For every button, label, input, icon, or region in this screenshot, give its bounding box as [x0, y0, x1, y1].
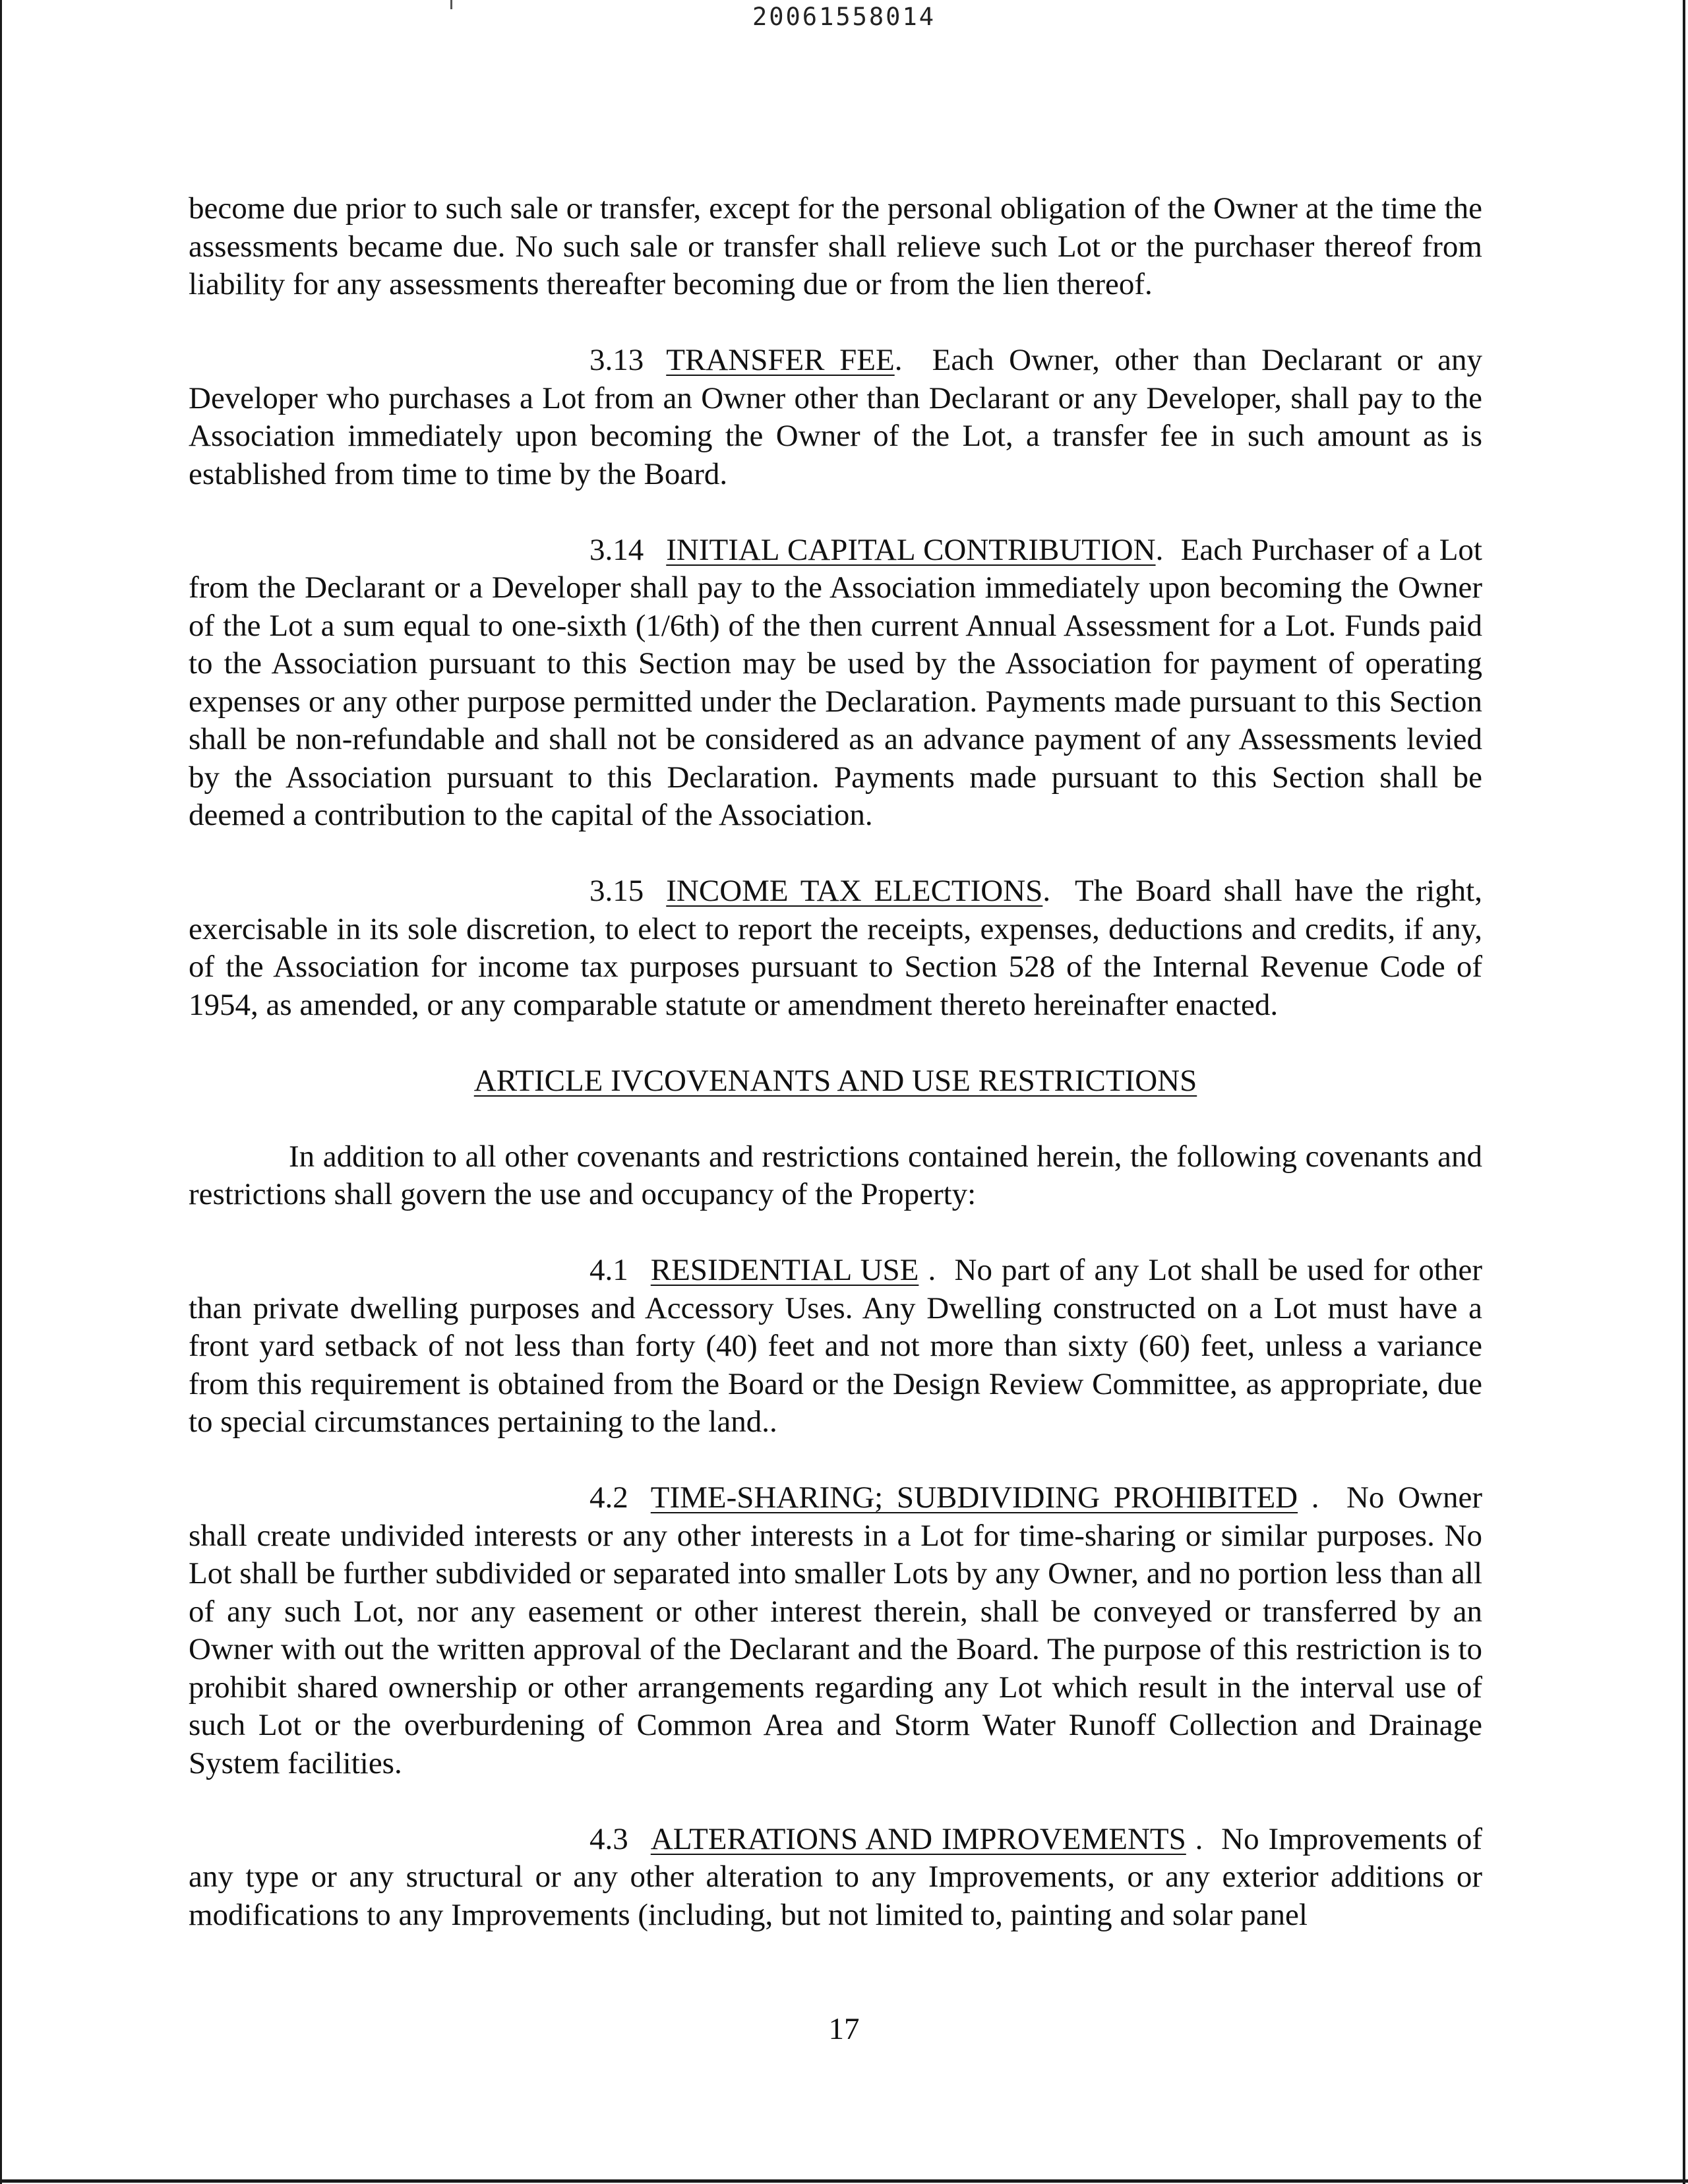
- page-number: 17: [828, 2012, 860, 2046]
- scan-border-left: [0, 0, 2, 2184]
- section-number: 4.1: [589, 1253, 628, 1287]
- section-number: 4.3: [589, 1821, 628, 1856]
- section-title-trail: .: [1042, 874, 1051, 908]
- section-4-3: [189, 1821, 1482, 1935]
- section-title: TIME-SHARING; SUBDIVIDING PROHIBITED: [650, 1480, 1298, 1515]
- section-title-trail: .: [919, 1253, 936, 1287]
- document-body: [189, 190, 1482, 1972]
- section-title: INCOME TAX ELECTIONS: [666, 874, 1043, 908]
- section-4-1: [189, 1252, 1482, 1441]
- section-text: Each Purchaser of a Lot from the Declarant or a Developer shall pay to the Association immediately upon becoming the Owner of the Lot a sum equal to one-sixth (1/6th) of the then current Annual Assessment for a Lot. Funds paid to the Association pursuant to this Section may be used by the Association for payment of operating expenses or any other purpose permitted under the Declaration. Payments made pursuant to this Section shall be non-refundable and shall not be considered as an advance payment of any Assessments levied by the Association pursuant to this Declaration. Payments made pursuant to this Section shall be deemed a contribution to the capital of the Association.: [189, 532, 1482, 832]
- section-title-trail: .: [1298, 1480, 1319, 1515]
- section-title: RESIDENTIAL USE: [650, 1253, 919, 1287]
- article-heading-text: ARTICLE IVCOVENANTS AND USE RESTRICTIONS: [473, 1063, 1197, 1098]
- section-number: 4.2: [589, 1480, 628, 1515]
- section-title: INITIAL CAPITAL CONTRIBUTION: [666, 532, 1156, 567]
- section-3-14: [189, 531, 1482, 835]
- section-title-trail: .: [1186, 1821, 1203, 1856]
- scan-border-bottom: [0, 2179, 1688, 2183]
- section-number: 3.13: [589, 343, 644, 377]
- section-text: No part of any Lot shall be used for other than private dwelling purposes and Accessory Uses. Any Dwelling constructed on a Lot must have a front yard setback of not less than forty (40) feet and not more than sixty (60) feet, unless a variance from this requirement is obtained from the Board or the Design Review Committee, as appropriate, due to special circumstances pertaining to the land..: [189, 1253, 1483, 1439]
- intro-paragraph: become due prior to such sale or transfer, except for the personal obligation of the Owner at the time the assessments became due. No such sale or transfer shall relieve such Lot or the purchaser thereof from liability for any assessments thereafter becoming due or from the lien thereof.: [189, 191, 1482, 301]
- section-text: Each Owner, other than Declarant or any Developer who purchases a Lot from an Owner other than Declarant or any Developer, shall pay to the Association immediately upon becoming the Owner of the Lot, a transfer fee in such amount as is established from time to time by the Board.: [189, 343, 1483, 491]
- section-title-trail: .: [894, 343, 903, 377]
- section-number: 3.14: [589, 532, 644, 567]
- scan-border-right: [1683, 0, 1685, 2184]
- article-heading: [189, 1062, 1482, 1101]
- section-3-15: [189, 872, 1482, 1024]
- article-intro: In addition to all other covenants and restrictions contained herein, the following covenants and restrictions shall govern the use and occupancy of the Property:: [189, 1139, 1482, 1211]
- section-3-13: [189, 342, 1482, 493]
- section-title-trail: .: [1155, 532, 1164, 567]
- section-title: ALTERATIONS AND IMPROVEMENTS: [650, 1821, 1186, 1856]
- section-number: 3.15: [589, 874, 644, 908]
- section-text: No Owner shall create undivided interests or any other interests in a Lot for time-sharing or similar purposes. No Lot shall be further subdivided or separated into smaller Lots by any Owner, and no portion less than all of any such Lot, nor any easement or other interest therein, shall be conveyed or transferred by an Owner with out the written approval of the Declarant and the Board. The purpose of this restriction is to prohibit shared ownership or other arrangements regarding any Lot which result in the interval use of such Lot or the overburdening of Common Area and Storm Water Runoff Collection and Drainage System facilities.: [189, 1480, 1483, 1780]
- section-title: TRANSFER FEE: [666, 343, 895, 377]
- document-number: 20061558014: [752, 3, 936, 31]
- section-4-2: [189, 1479, 1482, 1782]
- section-text: The Board shall have the right, exercisable in its sole discretion, to elect to report the receipts, expenses, deductions and credits, if any, of the Association for income tax purposes pursuant to Section 528 of the Internal Revenue Code of 1954, as amended, or any comparable statute or amendment thereto hereinafter enacted.: [189, 874, 1482, 1022]
- section-text: No Improvements of any type or any structural or any other alteration to any Improvements, or any exterior additions or modifications to any Improvements (including, but not limited to, painting and solar panel: [189, 1821, 1482, 1932]
